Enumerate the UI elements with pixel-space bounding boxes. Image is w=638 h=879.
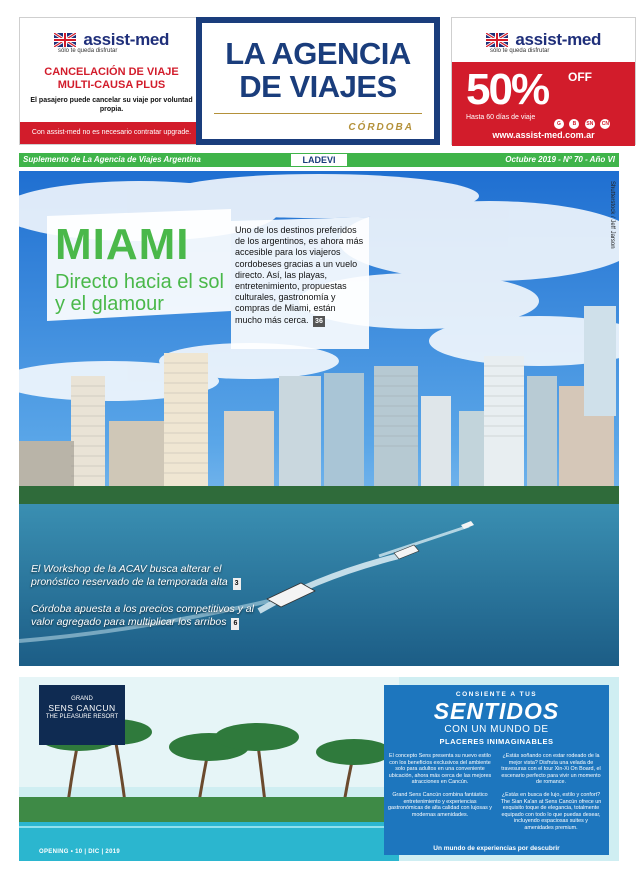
discount-days: Hasta 60 días de viaje	[466, 114, 536, 121]
masthead-line2: DE VIAJES	[239, 69, 397, 104]
panel-paragraph: El concepto Sens presenta su nuevo estilo con los beneficios exclusivos del ambiente solo para adultos en una conveniente ubicación, ahora más cerca de las mejores atracciones en Cancún.	[388, 753, 492, 786]
ad-headline	[20, 66, 203, 92]
photo-credit: Shutterstock / Jeff Jarson	[609, 181, 615, 249]
plan-badge-icon: CN	[601, 121, 609, 127]
assist-med-ad-right[interactable]	[451, 17, 636, 145]
uk-flag-icon	[486, 33, 508, 47]
ad-footer: Con assist-med no es necesario contratar upgrade.	[20, 122, 203, 144]
page-reference[interactable]: 36	[313, 316, 325, 327]
hero-subtitle: Directo hacia el sol y el glamour	[55, 271, 224, 315]
masthead-title	[202, 37, 434, 103]
brand-name: assist-med	[83, 30, 170, 49]
plan-badges	[554, 112, 611, 130]
panel-line: CON UN MUNDO DE	[444, 724, 549, 735]
page-reference[interactable]: 6	[231, 618, 239, 631]
assist-med-logo	[20, 30, 203, 54]
ladevi-logo: LADEVI	[291, 154, 347, 166]
opening-date: OPENING • 10 | DIC | 2019	[39, 849, 120, 855]
logo-name: SENS CANCUN	[48, 703, 116, 713]
masthead-rule	[214, 113, 422, 114]
panel-kicker: CONSIENTE A TUS	[455, 691, 538, 698]
hero-summary-text: Uno de los destinos preferidos de los argentinos, es ahora más accesible para los viajeros cordobeses gracias a un vuelo directo. Así, las playas, entretenimiento, propuestas culturales, gastronomía y compras de Miami, están mucho más cerca.	[235, 225, 364, 325]
brand-tagline: sólo te queda disfrutar	[58, 48, 118, 54]
masthead-city: CÓRDOBA	[344, 122, 418, 133]
website-link[interactable]: www.assist-med.com.ar	[492, 130, 595, 140]
headline-line1: CANCELACIÓN DE VIAJE	[44, 66, 179, 78]
assist-med-ad-left[interactable]	[19, 17, 204, 145]
plan-badge-icon: SN	[586, 121, 594, 127]
masthead	[196, 17, 440, 145]
uk-flag-icon	[54, 33, 76, 47]
panel-column	[499, 753, 603, 832]
hero-title: MIAMI	[55, 220, 190, 269]
issue-band	[19, 153, 619, 167]
masthead-frame	[200, 21, 436, 141]
sens-cancun-ad[interactable]	[19, 677, 619, 861]
assist-med-logo	[452, 30, 635, 54]
page-reference[interactable]: 3	[233, 578, 241, 591]
issue-info: Octubre 2019 - Nº 70 - Año VI	[505, 155, 615, 164]
sens-cancun-logo	[39, 685, 125, 745]
panel-title: SENTIDOS	[433, 698, 560, 724]
panel-paragraph: ¿Estás en busca de lujo, estilo y confort? The Sian Ka'an at Sens Cancún ofrece un exquisito toque de elegancia, totalmente equipado con todo lo que puedas desear, incluyendo espaciosas suites y amenidades premium.	[500, 791, 602, 831]
sens-info-panel	[384, 685, 609, 855]
story-teaser[interactable]	[31, 563, 271, 590]
hero-cover	[19, 171, 619, 666]
story-teaser-text: Córdoba apuesta a los precios competitivos y al valor agregado para multiplicar los arribos	[31, 603, 254, 628]
logo-sub: THE PLEASURE RESORT	[45, 714, 119, 720]
brand-name: assist-med	[515, 30, 602, 49]
supplement-label: Suplemento de La Agencia de Viajes Argentina	[23, 155, 201, 164]
discount-off: OFF	[568, 70, 592, 84]
plan-badge-icon: B	[569, 119, 579, 129]
panel-footer: Un mundo de experiencias por descubrir	[433, 845, 560, 852]
discount-box	[452, 62, 635, 146]
story-teaser-text: El Workshop de la ACAV busca alterar el pronóstico reservado de la temporada alta	[31, 563, 228, 588]
discount-percent: 50%	[466, 65, 549, 114]
logo-top: GRAND	[71, 696, 93, 702]
headline-line2: MULTI-CAUSA PLUS	[57, 79, 166, 91]
hero-summary	[235, 225, 365, 327]
panel-paragraph: ¿Estás soñando con estar rodeado de la mejor vista? Disfruta una velada de travesuras con el tour Xin-Xi On Board, el escenario perfecto para vivir un momento de romance.	[501, 753, 601, 786]
story-teaser[interactable]	[31, 603, 271, 630]
panel-column	[388, 753, 492, 818]
panel-paragraph: Grand Sens Cancún combina fantástico entretenimiento y experiencias gastronómicas de alta calidad con lujosas y modernas amenidades.	[388, 791, 492, 818]
masthead-line1: LA AGENCIA	[225, 36, 411, 71]
ad-subtext: El pasajero puede cancelar su viaje por voluntad propia.	[30, 97, 193, 113]
plan-badge-icon: G	[554, 119, 564, 129]
panel-line-bold: PLACERES INIMAGINABLES	[439, 737, 554, 746]
brand-tagline: sólo te queda disfrutar	[490, 48, 550, 54]
